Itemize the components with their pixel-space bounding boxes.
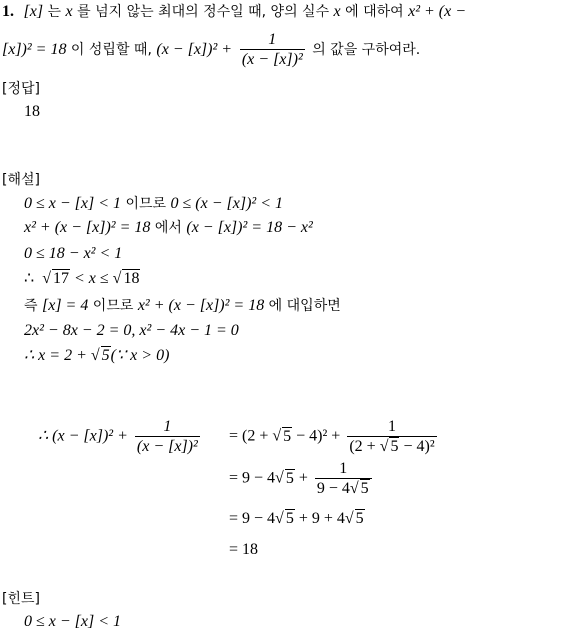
radicand: 17	[52, 270, 69, 287]
eq-row-2: = 9 − 4√ 5 + $\frac{1}{9 - 4√ 5}$	[229, 460, 375, 498]
math-expr: 9 − 4	[316, 479, 350, 497]
denominator: 9 − 4√ 5	[315, 478, 372, 498]
solution-line-1	[24, 196, 283, 212]
solution-line-2	[24, 220, 313, 236]
solution-text: 에 대입하면	[264, 298, 341, 314]
solution-text: 에서	[150, 220, 187, 236]
math-expr: = (2 +	[229, 427, 273, 445]
math-expr: < x ≤	[69, 270, 113, 287]
math-expr: x	[333, 3, 341, 20]
solution-text: 이므로	[121, 196, 171, 212]
math-expr: +	[294, 469, 308, 487]
radicand: 5	[283, 427, 292, 445]
radicand: 5	[360, 479, 369, 497]
solution-text: 이므로	[88, 298, 138, 314]
eq-row-4: = 18	[229, 541, 259, 558]
problem-text: 를 넘지 않는 최대의 정수일 때, 양의 실수	[72, 4, 334, 20]
problem-text: 이 성립할 때,	[66, 41, 157, 58]
math-expr: 0 ≤ (x − [x])² < 1	[170, 195, 283, 212]
math-expr: ∴ (x − [x])² +	[38, 427, 128, 445]
math-expr: [x]	[23, 3, 44, 20]
math-expr: x² + (x − [x])² = 18	[137, 297, 265, 314]
fraction	[240, 31, 305, 69]
solution-line-7: ∴ x = 2 + √ 5(∵ x > 0)	[24, 347, 170, 364]
math-expr: ∴ x = 2 +	[24, 347, 91, 364]
radicand: 5	[355, 510, 364, 527]
radicand: 5	[285, 510, 294, 527]
math-expr: = 9 − 4	[229, 510, 276, 527]
solution-line-6: 2x² − 8x − 2 = 0, x² − 4x − 1 = 0	[24, 322, 239, 339]
math-expr: (x − [x])² +	[156, 40, 233, 58]
problem-text: 의 값을 구하여라.	[307, 41, 421, 58]
problem-line-2	[2, 31, 420, 69]
denominator: (x − [x])²	[241, 50, 303, 68]
solution-line-4: ∴ √ 17 < x ≤ √ 18	[24, 270, 140, 287]
math-expr: x² + (x −	[408, 3, 467, 20]
denominator: (x − [x])²	[136, 437, 198, 455]
therefore-symbol: ∴	[24, 270, 35, 287]
solution-text: 즉	[24, 298, 42, 314]
math-expr: (∵ x > 0)	[110, 347, 170, 364]
radicand: 5	[390, 437, 399, 455]
fraction	[135, 418, 200, 456]
solution-line-5	[24, 298, 341, 314]
denominator: (2 + √ 5 − 4)²	[349, 437, 435, 455]
problem-text: 에 대하여	[340, 4, 409, 20]
answer-value: 18	[24, 103, 40, 120]
problem-line-1	[2, 4, 466, 20]
math-expr: [x] = 4	[41, 297, 89, 314]
math-expr: − 4)²	[399, 437, 435, 455]
numerator: 1	[387, 418, 396, 435]
numerator: 1	[163, 418, 172, 435]
radicand: 5	[285, 469, 294, 487]
radicand: 18	[123, 270, 140, 287]
math-expr: (2 +	[349, 437, 380, 455]
math-expr: [x])² = 18	[2, 40, 67, 58]
solution-line-3: 0 ≤ 18 − x² < 1	[24, 245, 123, 262]
math-expr: x² + (x − [x])² = 18	[24, 219, 151, 236]
fraction	[315, 460, 372, 498]
fraction	[347, 418, 436, 456]
math-expr: 0 ≤ x − [x] < 1	[24, 195, 122, 212]
math-expr: = 9 − 4	[229, 469, 276, 487]
hint-label: [힌트]	[2, 591, 40, 607]
numerator: 1	[339, 460, 348, 477]
math-expr: + 9 + 4	[294, 510, 345, 527]
radicand: 5	[101, 347, 110, 364]
eq-lhs	[38, 418, 203, 456]
eq-row-1: = (2 + √ 5 − 4)² + $\frac{1}{\text{(2 + √ 5 − 4)²}}$	[229, 418, 435, 455]
math-expr: − 4)² +	[292, 427, 341, 445]
math-expr: x	[65, 3, 73, 20]
solution-label: [해설]	[2, 172, 40, 188]
eq-row-3: = 9 − 4√ 5 + 9 + 4√ 5	[229, 510, 364, 527]
hint-text: 0 ≤ x − [x] < 1	[24, 613, 122, 630]
math-expr: (x − [x])² = 18 − x²	[186, 219, 313, 236]
problem-text: 는	[43, 4, 66, 20]
answer-label: [정답]	[2, 81, 40, 97]
numerator: 1	[268, 31, 277, 48]
problem-number: 1.	[2, 3, 14, 20]
